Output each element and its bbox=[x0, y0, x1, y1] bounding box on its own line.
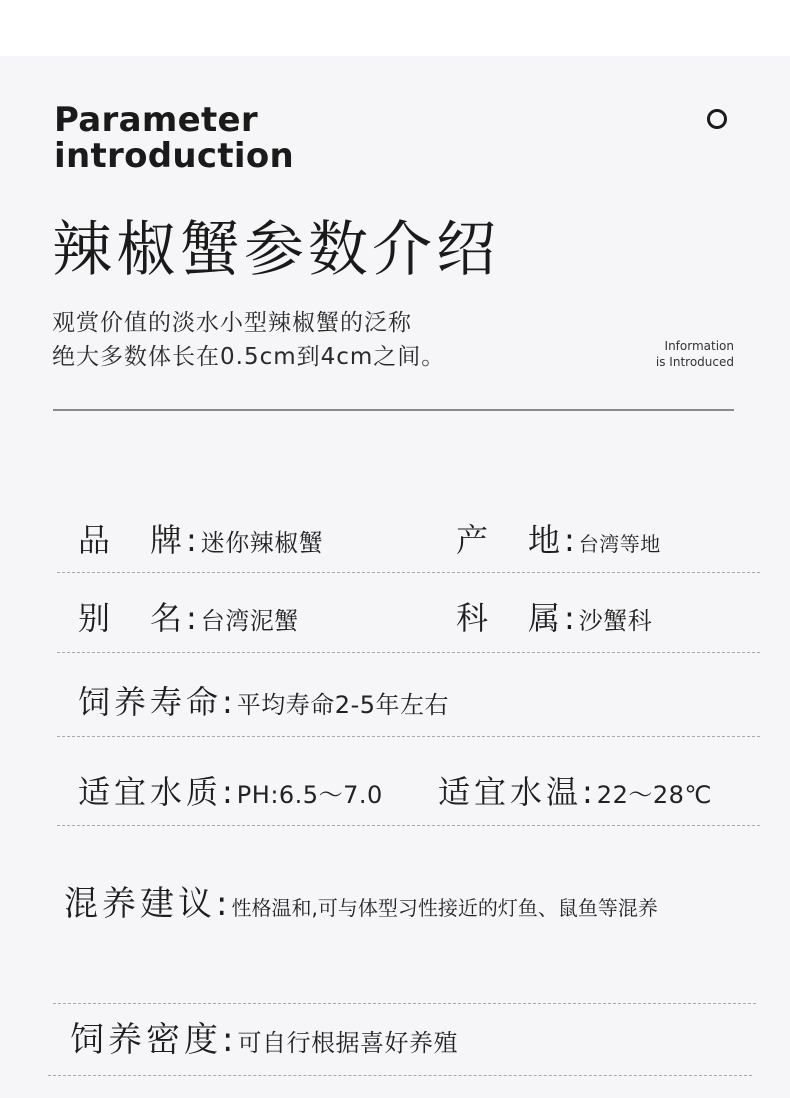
info-caption-line1: Information bbox=[664, 339, 734, 353]
brand-label: 品 牌: bbox=[78, 521, 201, 559]
water-temp-row bbox=[438, 772, 712, 815]
water-quality-row bbox=[78, 772, 383, 815]
description-line1: 观赏价值的淡水小型辣椒蟹的泛称 bbox=[52, 310, 412, 336]
english-title-line2: introduction bbox=[54, 136, 295, 176]
dashed-divider bbox=[57, 825, 760, 826]
water-quality-label: 适宜水质: bbox=[78, 773, 237, 811]
water-temp-label: 适宜水温: bbox=[438, 773, 597, 811]
dashed-divider bbox=[57, 572, 760, 573]
info-caption-line2: is Introduced bbox=[655, 355, 734, 369]
description-line2: 绝大多数体长在0.5cm到4cm之间。 bbox=[52, 344, 446, 370]
mixing-label: 混养建议: bbox=[64, 884, 232, 924]
alias-value: 台湾泥蟹 bbox=[200, 607, 299, 635]
mixing-value: 性格温和,可与体型习性接近的灯鱼、鼠鱼等混养 bbox=[231, 896, 658, 920]
family-value: 沙蟹科 bbox=[578, 607, 653, 635]
density-row bbox=[70, 1020, 458, 1063]
english-title bbox=[54, 102, 294, 174]
brand-value: 迷你辣椒蟹 bbox=[200, 529, 324, 557]
dashed-divider bbox=[57, 652, 760, 653]
origin-value: 台湾等地 bbox=[578, 532, 661, 556]
mixing-row bbox=[64, 884, 658, 928]
water-temp-value: 22～28℃ bbox=[596, 781, 712, 809]
density-value: 可自行根据喜好养殖 bbox=[237, 1029, 458, 1057]
alias-label: 别 名: bbox=[78, 599, 201, 637]
origin-row bbox=[456, 520, 661, 564]
brand-row bbox=[78, 520, 323, 563]
water-quality-value: PH:6.5～7.0 bbox=[236, 781, 383, 809]
dashed-divider bbox=[53, 1003, 756, 1004]
lifespan-row bbox=[78, 682, 449, 725]
circle-icon bbox=[707, 109, 727, 129]
density-label: 饲养密度: bbox=[70, 1020, 238, 1060]
lifespan-value: 平均寿命2-5年左右 bbox=[236, 691, 449, 719]
chinese-title: 辣椒蟹参数介绍 bbox=[52, 215, 500, 285]
family-label: 科 属: bbox=[456, 599, 579, 637]
alias-row bbox=[78, 598, 299, 641]
dashed-divider bbox=[57, 736, 760, 737]
lifespan-label: 饲养寿命: bbox=[78, 683, 237, 721]
origin-label: 产 地: bbox=[456, 521, 579, 559]
section-divider bbox=[53, 409, 734, 411]
description bbox=[52, 306, 445, 374]
english-title-line1: Parameter bbox=[54, 100, 258, 140]
info-caption bbox=[656, 338, 734, 370]
family-row bbox=[456, 598, 652, 641]
dashed-divider bbox=[48, 1075, 752, 1076]
